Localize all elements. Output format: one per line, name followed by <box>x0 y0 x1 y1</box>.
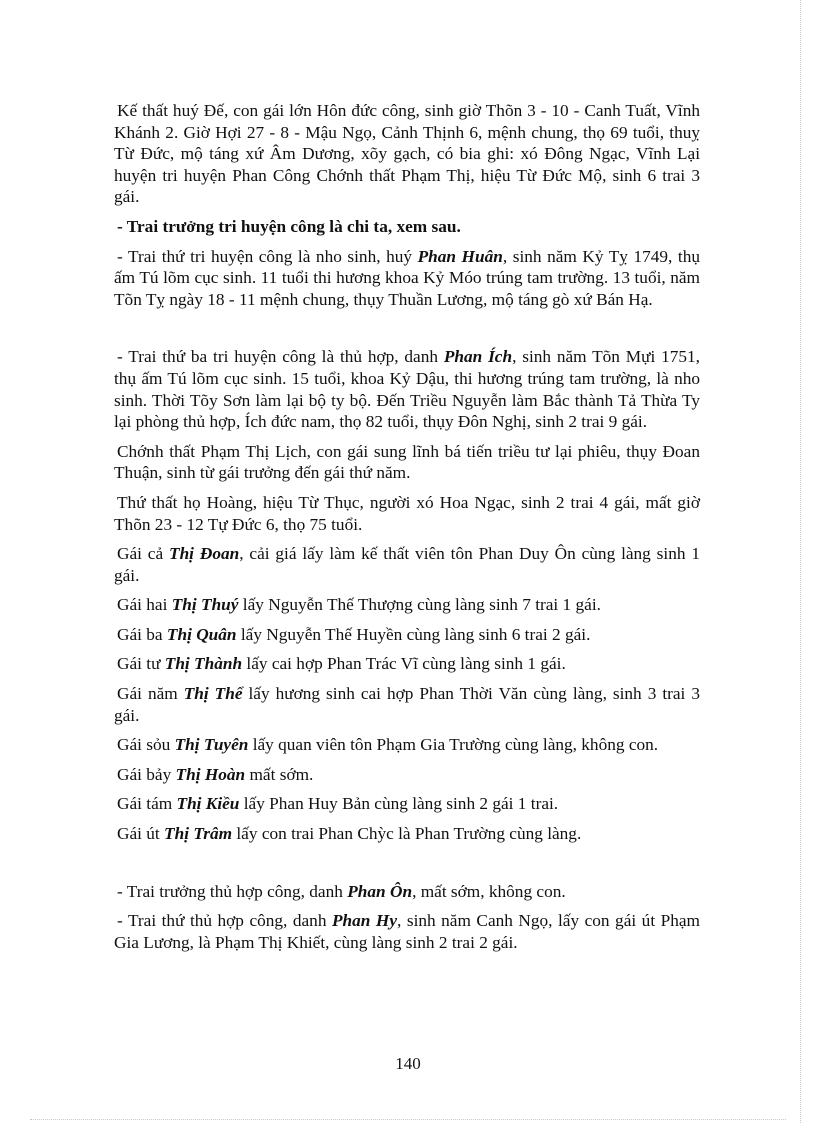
person-name: Thị Quân <box>166 624 237 644</box>
paragraph-gai-nam: Gái năm Thị Thể lấy hương sinh cai hợp Phan Thời Văn cùng làng, sinh 3 trai 3 gái. <box>114 684 700 725</box>
paragraph-chinh-that: Chớnh thất Phạm Thị Lịch, con gái sung lĩnh bá tiến triều tư lại phiêu, thụy Đoan Thuận, sinh từ gái trưởng đến gái thứ năm. <box>114 441 700 483</box>
person-name: Thị Trâm <box>164 824 233 844</box>
paragraph-gai-sau: Gái sỏu Thị Tuyên lấy quan viên tôn Phạm Gia Trường cùng làng, không con. <box>117 735 659 755</box>
paragraph-gai-hai: Gái hai Thị Thuý lấy Nguyễn Thế Thượng cùng làng sinh 7 trai 1 gái. <box>117 595 601 615</box>
person-name: Thị Thể <box>183 684 243 704</box>
person-name: Phan Hy <box>331 911 398 931</box>
person-name: Thị Tuyên <box>174 735 249 755</box>
paragraph-phan-hy: - Trai thứ thủ hợp công, danh Phan Hy, sinh năm Canh Ngọ, lấy con gái út Phạm Gia Lương, là Phạm Thị Khiết, cùng làng sinh 2 trai 2 gái. <box>114 911 700 952</box>
paragraph-phan-ich: - Trai thứ ba tri huyện công là thủ hợp, danh Phan Ích, sinh năm Tõn Mựi 1751, thụ ấm Tú lõm cục sinh. 15 tuổi, khoa Kỷ Dậu, thi hương trúng tam trường, là nho sinh. Thời Tõy Sơn làm lại bộ ty bộ. Đến Triều Nguyễn làm Bắc thành Tả Thừa Ty lại phòng thủ hợp, Ích đức nam, thọ 82 tuổi, thụy Đôn Nghị, sinh 2 trai 9 gái. <box>114 347 700 432</box>
paragraph-ke-that: Kế thất huý Đế, con gái lớn Hôn đức công, sinh giờ Thõn 3 - 10 - Canh Tuất, Vĩnh Khánh 2. Giờ Hợi 27 - 8 - Mậu Ngọ, Cảnh Thịnh 6, mệnh chung, thọ 69 tuổi, thuỵ Từ Đức, mộ táng xứ Âm Dương, xõy gạch, có bia ghi: xó Đông Ngạc, Vĩnh Lại huyện tri huyện Phan Công Chớnh thất Phạm Thị, hiệu Từ Đức Mộ, sinh 6 trai 3 gái. <box>114 101 700 207</box>
person-name: Thị Kiều <box>176 794 240 814</box>
person-name: Thị Thành <box>164 654 243 674</box>
paragraph-phan-huan: - Trai thứ tri huyện công là nho sinh, huý Phan Huân, sinh năm Kỷ Tỵ 1749, thụ ấm Tú lõm cục sinh. 11 tuổi thi hương khoa Kỷ Móo trúng tam trường. 13 tuổi, năm Tõn Tỵ ngày 18 - 11 mệnh chung, thụy Thuần Lương, mộ táng gò xứ Bán Hạ. <box>114 246 700 309</box>
paragraph-gai-ca: Gái cả Thị Đoan, cải giá lấy làm kế thất viên tôn Phan Duy Ôn cùng làng sinh 1 gái. <box>114 544 700 585</box>
person-name: Thị Đoan <box>169 544 240 564</box>
paragraph-gai-bay: Gái bảy Thị Hoàn mất sớm. <box>117 764 314 784</box>
document-body <box>114 100 700 961</box>
paragraph-thu-that: Thứ thất họ Hoàng, hiệu Từ Thục, người xó Hoa Ngạc, sinh 2 trai 4 gái, mất giờ Thõn 23 - 12 Tự Đức 6, thọ 75 tuổi. <box>114 492 700 534</box>
person-name: Thị Hoàn <box>175 764 246 784</box>
right-dotted-divider <box>800 0 801 1123</box>
person-name: Thị Thuý <box>171 595 239 615</box>
paragraph-gai-ut: Gái út Thị Trâm lấy con trai Phan Chỳc là Phan Trường cùng làng. <box>117 824 582 844</box>
paragraph-gai-ba: Gái ba Thị Quân lấy Nguyễn Thế Huyền cùng làng sinh 6 trai 2 gái. <box>117 624 591 644</box>
page-number: 140 <box>395 1054 421 1073</box>
paragraph-trai-truong: - Trai trưởng tri huyện công là chi ta, xem sau. <box>117 216 461 236</box>
paragraph-gai-tu: Gái tư Thị Thành lấy cai hợp Phan Trác Vĩ cùng làng sinh 1 gái. <box>117 654 566 674</box>
paragraph-gai-tam: Gái tám Thị Kiều lấy Phan Huy Bản cùng làng sinh 2 gái 1 trai. <box>117 794 559 814</box>
paragraph-phan-on: - Trai trưởng thủ hợp công, danh Phan Ôn, mất sớm, không con. <box>117 881 566 901</box>
bottom-dotted-divider <box>30 1119 786 1120</box>
person-name: Phan Ôn <box>347 881 413 901</box>
person-name: Phan Ích <box>443 347 513 367</box>
person-name: Phan Huân <box>417 246 503 266</box>
